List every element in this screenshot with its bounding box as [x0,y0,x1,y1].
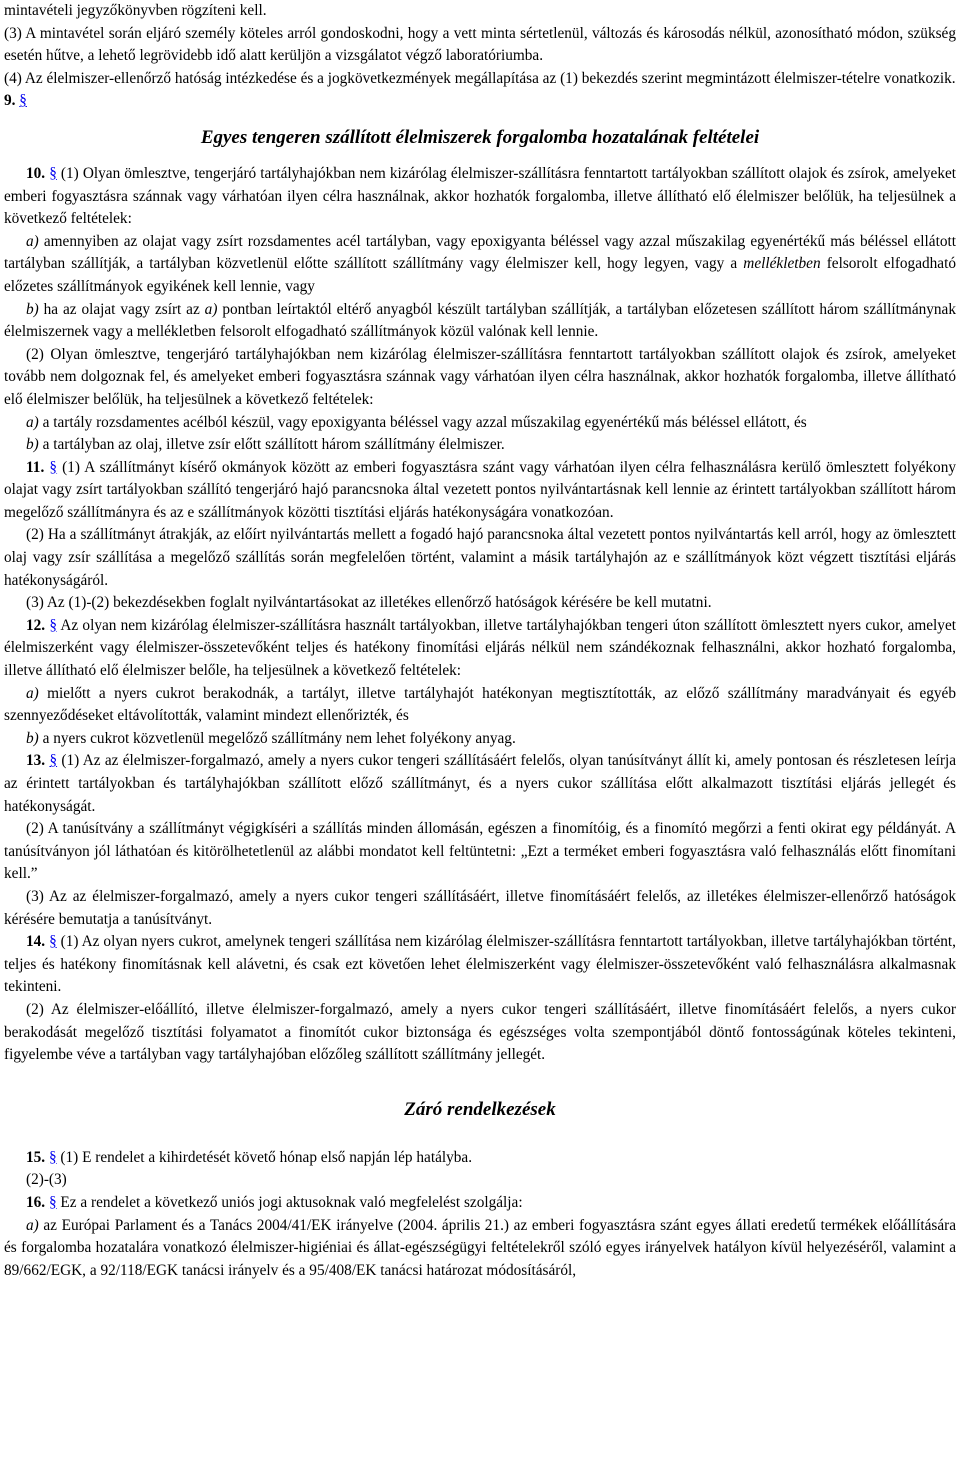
paragraph-group-final [4,1147,956,1283]
paragraph [4,728,956,751]
text-run: felsorolt elfogadható előzetes szállítmányok egyikének kell lennie, vagy [4,255,956,295]
italic-text: a) [26,1216,39,1234]
text-run: Az olyan nem kizárólag élelmiszer-szállításra használt tartályokban, illetve tartályhajókban tengeri úton szállított ömlesztett nyers cukor, amelyet élelmiszerként vagy élelmiszer-összetevőként teljes és hatékony finomítási eljárás nélkül nem szándékoznak felhasználni, akkor hozható forgalomba, illetve állítható elő élelmiszer belőle, ha teljesülnek a következő feltételek: [4,616,956,680]
italic-text: a) [26,684,39,702]
paragraph [4,23,956,68]
paragraph-sign-link[interactable]: § [49,164,57,182]
paragraph [4,524,956,592]
text-run: mintavételi jegyzőkönyvben rögzíteni kell. [4,2,267,19]
paragraph-sign-link[interactable]: § [49,933,57,951]
paragraph [4,1192,956,1215]
text-run: pontban leírtaktól eltérő anyagból készült tartályban szállítják, a tartályban előzetesen szállított három szállítmánynak élelmiszernek vagy a mellékletben felsorolt elfogadható szállítmányok közül valónak kell lennie. [4,300,956,341]
paragraph [4,412,956,435]
section-number: 9. [4,92,20,110]
paragraph [4,931,956,999]
italic-text: mellékletben [743,255,821,273]
paragraph-sign-link[interactable]: § [49,752,58,770]
paragraph-sign-link[interactable]: § [49,458,58,476]
paragraph-sign-link[interactable]: § [48,1148,57,1166]
paragraph [4,163,956,231]
paragraph [4,1169,956,1192]
section-number: 11. [26,458,50,476]
paragraph [4,1147,956,1170]
text-run: amennyiben az olajat vagy zsírt rozsdamentes acél tartályban, vagy epoxigyanta béléssel vagy azzal műszakilag egyenértékű más béléssel ellátott tartályban szállítják, a tartályban közvetlenül előtte szállított szállítmány vagy élelmiszer kell, hogy legyen, vagy a [4,232,956,273]
document-page [4,0,956,1282]
paragraph-sign-link[interactable]: § [49,616,57,634]
paragraph [4,999,956,1067]
text-run: (1) Az olyan nyers cukrot, amelynek tengeri szállítása nem kizárólag élelmiszer-szállításra fenntartott tartályokban, illetve tartályhajókban történt, teljes és hatékony finomításnak kell alávetni, és csak ezt követően lehet élelmiszerként vagy élelmiszer-összetevőként való felhasználásra alkalmasnak tekinteni. [4,933,956,996]
text-run: (2) Olyan ömlesztve, tengerjáró tartályhajókban nem kizárólag élelmiszer-szállításra fenntartott tartályokban szállított olajok és zsírok, amelyeket tovább nem dolgoznak fel, és amelyeket emberi fogyasztásra szánnak vagy várhatóan ilyen célra használnak, akkor hozhatók forgalomba, illetve állítható elő élelmiszer belőlük, ha teljesülnek a következő feltételek: [4,345,956,408]
paragraph-group-main [4,163,956,1067]
paragraph [4,615,956,683]
section-number: 14. [26,933,50,951]
text-run: (1) Az az élelmiszer-forgalmazó, amely a nyers cukor tengeri szállításáért felelős, olyan tanúsítványt állít ki, amely pontosan és részletesen leírja az érintett tartályokban és tartályhajókban szállított előző szállítmányt, és a nyers cukor szállítása előtt alkalmazott tisztítási eljárás jellegét és hatékonyságát. [4,752,957,815]
paragraph [4,434,956,457]
spacer [4,151,956,163]
paragraph [4,0,956,23]
text-run: (2)-(3) [26,1171,67,1189]
paragraph [4,90,956,113]
paragraph [4,231,956,299]
italic-text: b) [26,300,39,318]
italic-text: a) [26,232,39,250]
paragraph [4,299,956,344]
text-run: (2) Az élelmiszer-előállító, illetve élelmiszer-forgalmazó, amely a nyers cukor tengeri szállításáért, illetve finomításáért felelős, a nyers cukor berakodását megelőző tisztítási folyamatot a finomítót cukor biztonsága és egészséges volta szempontjából döntő fontosságúnak köteles tekinteni, figyelembe véve a tartályban vagy tartályhajóban előzőleg szállított szállítmány jellegét. [4,1000,956,1064]
italic-text: a) [204,300,218,318]
section-title-1: Egyes tengeren szállított élelmiszerek forgalomba hozatalának feltételei [200,126,760,148]
text-run: a tartályban az olaj, illetve zsír előtt szállított három szállítmány élelmiszer. [38,436,505,454]
paragraph [4,457,956,525]
text-run: a nyers cukrot közvetlenül megelőző szállítmány nem lehet folyékony anyag. [38,729,516,747]
italic-text: b) [26,729,39,747]
italic-text: a) [26,413,39,431]
text-run: Ez a rendelet a következő uniós jogi aktusoknak való megfelelést szolgálja: [56,1193,523,1211]
paragraph [4,1215,956,1283]
text-run: (1) Olyan ömlesztve, tengerjáró tartályhajókban nem kizárólag élelmiszer-szállításra fenntartott tartályokban szállított olajok és zsírok, amelyeket emberi fogyasztásra szánnak vagy várhatóan ilyen célra használnak, akkor hozhatók forgalomba, illetve állítható elő élelmiszer belőlük, ha teljesülnek a következő feltételek: [4,164,957,228]
text-run: (1) E rendelet a kihirdetését követő hónap első napján lép hatályba. [56,1148,473,1166]
paragraph [4,592,956,615]
section-number: 15. [26,1148,49,1166]
spacer [4,1123,956,1147]
section-title-2: Záró rendelkezések [404,1098,556,1120]
text-run: (1) A szállítmányt kísérő okmányok között az emberi fogyasztásra szánt vagy várhatóan ilyen célra felhasználásra kerülő ömlesztett folyékony olajat vagy zsírt tartályokban szállító tengerjáró hajó parancsnoka által vezetett pontos nyilvántartásnak kell lennie az érintett tartályokban szállított három megelőző szállítmányra és az e szállítmányok közötti tisztítási eljárás hatékonyságára vonatkozóan. [4,458,956,521]
spacer [4,113,956,125]
paragraph-group-top [4,0,956,113]
section-number: 13. [26,752,50,770]
paragraph-sign-link[interactable]: § [19,92,27,110]
text-run: mielőtt a nyers cukrot berakodnák, a tartályt, illetve tartályhajót hatékonyan megtisztították, az előző szállítmány maradványait és egyéb szennyeződéseket eltávolították, valamint mindezt ellenőrizték, és [4,684,956,725]
text-run: (4) Az élelmiszer-ellenőrző hatóság intézkedése és a jogkövetkezmények megállapítása az (1) bekezdés szerint megmintázott élelmiszer-tételre vonatkozik. [4,69,956,87]
section-number: 10. [26,164,50,182]
paragraph [4,683,956,728]
section-number: 12. [26,616,50,634]
text-run: az Európai Parlament és a Tanács 2004/41/EK irányelve (2004. április 21.) az emberi fogyasztásra szánt egyes állati eredetű termékek előállítására és forgalomba hozatalára vonatkozó élelmiszer-higiéniai és állat-egészségügyi feltételekről szóló egyes irányelvek hatályon kívül helyezéséről, valamint a 89/662/EGK, a 92/118/EGK tanácsi irányelv és a 95/408/EK tanácsi határozat módosításáról, [4,1216,956,1279]
text-run: a tartály rozsdamentes acélból készül, vagy epoxigyanta béléssel vagy azzal műszakilag egyenértékű más béléssel ellátott, és [38,413,807,431]
paragraph [4,344,956,412]
text-run: (3) Az az élelmiszer-forgalmazó, amely a nyers cukor tengeri szállításáért, illetve finomításáért felelős, az illetékes élelmiszer-ellenőrző hatóságok kérésére bemutatja a tanúsítványt. [4,887,956,928]
paragraph [4,68,956,91]
spacer [4,1067,956,1097]
text-run: (2) A tanúsítvány a szállítmányt végigkíséri a szállítás minden állomásán, egészen a finomítóig, és a finomító megőrzi a fenti okirat egy példányát. A tanúsítványon jól láthatóan és kitörölhetetlenül az alábbi mondatot kell feltüntetni: „Ezt a terméket emberi fogyasztásra való felhasználás előtt finomítani kell.” [4,820,956,883]
text-run: (2) Ha a szállítmányt átrakják, az előírt nyilvántartás mellett a fogadó hajó parancsnoka által vezetett pontos nyilvántartás kell arról, hogy az ömlesztett olaj vagy zsír szállítása a megelőző szállítás során megfelelően történt, valamint a másik tartályhajón az e szállítmányok közt végzett tisztítási eljárás hatékonyságáról. [4,526,956,589]
paragraph [4,750,956,818]
italic-text: b) [26,436,39,454]
text-run: (3) Az (1)-(2) bekezdésekben foglalt nyilvántartásokat az illetékes ellenőrző hatóságok kérésére be kell mutatni. [26,594,712,612]
text-run: ha az olajat vagy zsírt az [38,300,205,318]
paragraph [4,818,956,886]
section-number: 16. [26,1193,49,1211]
text-run: (3) A mintavétel során eljáró személy köteles arról gondoskodni, hogy a vett minta sértetlenül, változás és károsodás nélkül, azonosítható módon, szükség esetén hűtve, a lehető legrövidebb idő alatt kerüljön a vizsgálatot végző laboratóriumba. [4,24,956,65]
paragraph-sign-link[interactable]: § [48,1193,57,1211]
paragraph [4,886,956,931]
